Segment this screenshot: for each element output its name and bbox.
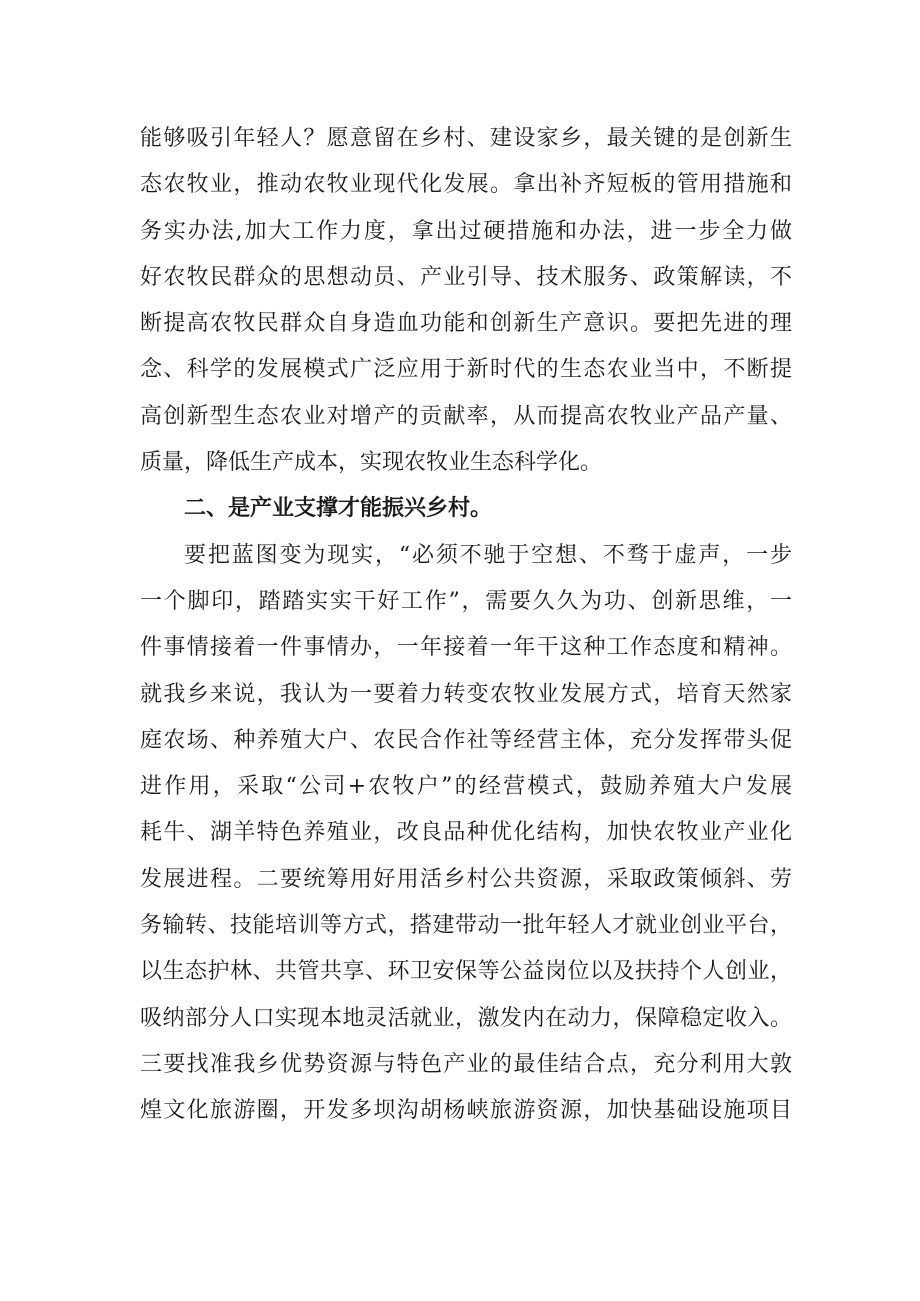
paragraph-2-line: 庭农场、种养殖大户、农民合作社等经营主体，充分发挥带头促 [140, 727, 792, 753]
paragraph-1-line: 好农牧民群众的思想动员、产业引导、技术服务、政策解读，不 [140, 264, 792, 290]
paragraph-1-line: 质量，降低生产成本，实现农牧业生态科学化。 [140, 450, 603, 476]
paragraph-1-line: 能够吸引年轻人？愿意留在乡村、建设家乡，最关键的是创新生 [140, 126, 792, 151]
paragraph-2-line: 以生态护林、共管共享、环卫安保等公益岗位以及扶持个人创业， [140, 959, 792, 985]
paragraph-2-line: 三要找准我乡优势资源与特色产业的最佳结合点，充分利用大敦 [140, 1051, 792, 1077]
paragraph-2-line: 发展进程。二要统筹用好用活乡村公共资源，采取政策倾斜、劳 [140, 866, 792, 892]
paragraph-2-line: 要把蓝图变为现实，“必须不驰于空想、不骛于虚声，一步 [184, 542, 792, 568]
paragraph-2-line: 吸纳部分人口实现本地灵活就业，激发内在动力，保障稳定收入。 [140, 1005, 792, 1031]
paragraph-2 [140, 533, 792, 1135]
paragraph-2-line: 务输转、技能培训等方式，搭建带动一批年轻人才就业创业平台， [140, 913, 792, 939]
paragraph-2-line: 一个脚印，踏踏实实干好工作”，需要久久为功、创新思维，一 [140, 588, 792, 614]
paragraph-1 [140, 116, 792, 486]
paragraph-2-line: 就我乡来说，我认为一要着力转变农牧业发展方式，培育天然家 [140, 681, 792, 707]
paragraph-2-line: 进作用，采取“公司+农牧户”的经营模式，鼓励养殖大户发展 [140, 774, 792, 800]
paragraph-1-line: 务实办法,加大工作力度，拿出过硬措施和办法，进一步全力做 [140, 218, 792, 244]
paragraph-1-line: 高创新型生态农业对增产的贡献率，从而提高农牧业产品产量、 [140, 403, 792, 429]
document-body [140, 116, 792, 1135]
paragraph-1-line: 态农牧业，推动农牧业现代化发展。拿出补齐短板的管用措施和 [140, 172, 792, 198]
paragraph-1-line: 念、科学的发展模式广泛应用于新时代的生态农业当中，不断提 [140, 357, 792, 383]
paragraph-2-line: 件事情接着一件事情办，一年接着一年干这种工作态度和精神。 [140, 635, 792, 661]
paragraph-1-line: 断提高农牧民群众自身造血功能和创新生产意识。要把先进的理 [140, 311, 792, 337]
section-heading: 二、是产业支撑才能振兴乡村。 [184, 496, 493, 522]
paragraph-2-line: 煌文化旅游圈，开发多坝沟胡杨峡旅游资源，加快基础设施项目 [140, 1098, 792, 1124]
paragraph-2-line: 耗牛、湖羊特色养殖业，改良品种优化结构，加快农牧业产业化 [140, 820, 792, 846]
